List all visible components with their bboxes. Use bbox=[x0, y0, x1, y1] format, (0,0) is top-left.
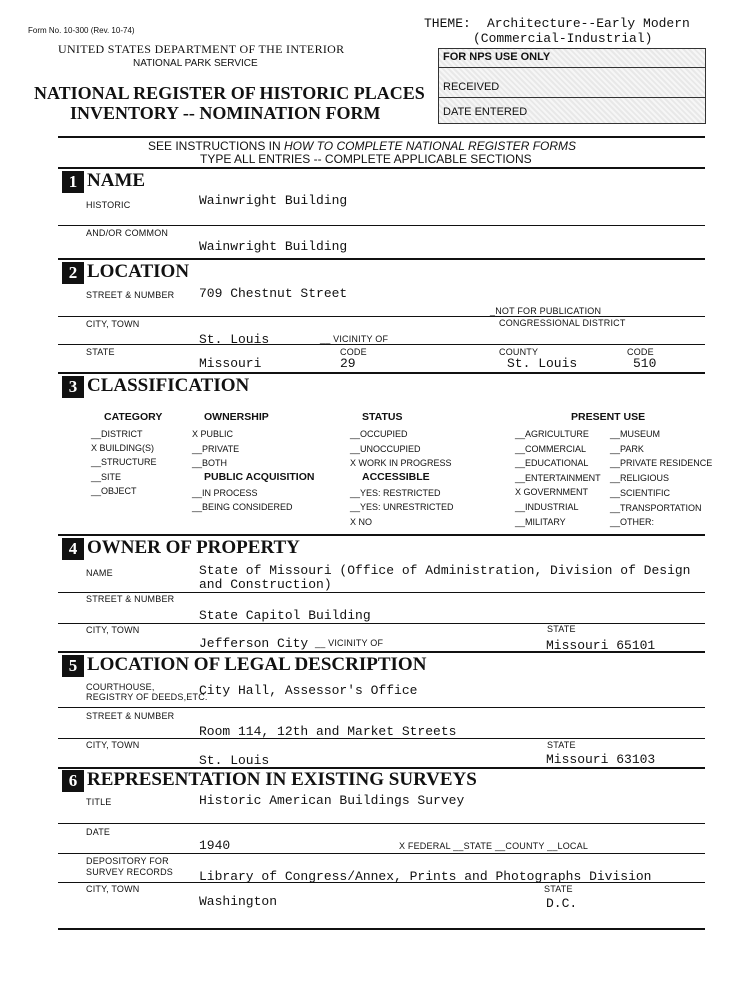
form-number: Form No. 10-300 (Rev. 10-74) bbox=[28, 26, 135, 35]
state-code: 29 bbox=[340, 356, 356, 371]
county-label: COUNTY bbox=[499, 347, 539, 357]
section-2-title: LOCATION bbox=[87, 261, 190, 282]
courthouse-value: City Hall, Assessor's Office bbox=[199, 683, 418, 698]
vicinity-of: __ VICINITY OF bbox=[320, 334, 389, 344]
nps-only-label: FOR NPS USE ONLY bbox=[443, 51, 551, 63]
present-use-option: __COMMERCIAL bbox=[515, 444, 587, 454]
present-use-option: __INDUSTRIAL bbox=[515, 502, 579, 512]
depository-label-1: DEPOSITORY FOR bbox=[86, 856, 169, 866]
nps-use-box bbox=[438, 48, 706, 124]
ownership-option: __BOTH bbox=[192, 458, 228, 468]
legal-street: Room 114, 12th and Market Streets bbox=[199, 724, 457, 739]
county-value: St. Louis bbox=[507, 356, 578, 371]
section-3-title: CLASSIFICATION bbox=[87, 375, 250, 396]
theme-label: THEME: bbox=[424, 16, 471, 31]
present-use-option: __OTHER: bbox=[610, 517, 655, 527]
owner-name-line2: and Construction) bbox=[199, 577, 332, 592]
street-value: 709 Chestnut Street bbox=[199, 286, 348, 301]
section-3-number: 3 bbox=[62, 376, 84, 398]
survey-title: Historic American Buildings Survey bbox=[199, 793, 465, 808]
ownership-option: __PRIVATE bbox=[192, 444, 240, 454]
congressional-district-label: CONGRESSIONAL DISTRICT bbox=[499, 318, 626, 328]
courthouse-label-1: COURTHOUSE, bbox=[86, 682, 155, 692]
owner-city-label: CITY, TOWN bbox=[86, 625, 140, 635]
public-acquisition-header: PUBLIC ACQUISITION bbox=[204, 471, 315, 483]
theme-line1: Architecture--Early Modern bbox=[487, 16, 690, 31]
state-value: Missouri bbox=[199, 356, 262, 371]
section-6-title: REPRESENTATION IN EXISTING SURVEYS bbox=[87, 769, 477, 790]
status-option: __OCCUPIED bbox=[350, 429, 408, 439]
survey-state-label: STATE bbox=[544, 884, 573, 894]
survey-date-label: DATE bbox=[86, 827, 111, 837]
category-option: X BUILDING(S) bbox=[91, 443, 155, 453]
form-title-line2: INVENTORY -- NOMINATION FORM bbox=[70, 103, 381, 123]
owner-name-line1: State of Missouri (Office of Administration, Division of Design bbox=[199, 563, 691, 578]
section-4-number: 4 bbox=[62, 538, 84, 560]
theme-line2: (Commercial-Industrial) bbox=[473, 31, 653, 46]
legal-state-label: STATE bbox=[547, 740, 576, 750]
street-label: STREET & NUMBER bbox=[86, 290, 175, 300]
legal-city: St. Louis bbox=[199, 753, 270, 768]
present-use-option: __AGRICULTURE bbox=[515, 429, 589, 439]
legal-city-label: CITY, TOWN bbox=[86, 740, 140, 750]
present-use-header: PRESENT USE bbox=[571, 411, 646, 423]
survey-title-label: TITLE bbox=[86, 797, 112, 807]
status-option: __UNOCCUPIED bbox=[350, 444, 421, 454]
depository-label-2: SURVEY RECORDS bbox=[86, 867, 173, 877]
present-use-option: __MUSEUM bbox=[610, 429, 661, 439]
common-label: AND/OR COMMON bbox=[86, 228, 169, 238]
county-code: 510 bbox=[633, 356, 657, 371]
section-6-number: 6 bbox=[62, 770, 84, 792]
present-use-option: X GOVERNMENT bbox=[515, 487, 589, 497]
courthouse-label-2: REGISTRY OF DEEDS,ETC. bbox=[86, 692, 208, 702]
survey-date: 1940 bbox=[199, 838, 231, 853]
owner-vicinity-of: __ VICINITY OF bbox=[315, 638, 384, 648]
legal-state: Missouri 63103 bbox=[546, 752, 656, 767]
historic-name: Wainwright Building bbox=[199, 193, 348, 208]
survey-city: Washington bbox=[199, 894, 278, 909]
category-option: __OBJECT bbox=[91, 486, 137, 496]
acquisition-option: __BEING CONSIDERED bbox=[192, 502, 293, 512]
instructions-line2: TYPE ALL ENTRIES -- COMPLETE APPLICABLE SECTIONS bbox=[200, 152, 532, 166]
owner-city: Jefferson City bbox=[199, 636, 309, 651]
legal-street-label: STREET & NUMBER bbox=[86, 711, 175, 721]
accessible-option: __YES: RESTRICTED bbox=[350, 488, 441, 498]
accessible-option: X NO bbox=[350, 517, 373, 527]
present-use-option: __RELIGIOUS bbox=[610, 473, 670, 483]
city-value: St. Louis bbox=[199, 332, 270, 347]
common-name: Wainwright Building bbox=[199, 239, 348, 254]
accessible-option: __YES: UNRESTRICTED bbox=[350, 502, 454, 512]
owner-state-label: STATE bbox=[547, 624, 576, 634]
present-use-option: __PRIVATE RESIDENCE bbox=[610, 458, 713, 468]
service-name: NATIONAL PARK SERVICE bbox=[133, 58, 258, 69]
county-code-label: CODE bbox=[627, 347, 654, 357]
present-use-option: __PARK bbox=[610, 444, 644, 454]
section-5-number: 5 bbox=[62, 655, 84, 677]
section-4-title: OWNER OF PROPERTY bbox=[87, 537, 300, 558]
category-header: CATEGORY bbox=[104, 411, 163, 423]
category-option: __DISTRICT bbox=[91, 429, 143, 439]
survey-levels: X FEDERAL __STATE __COUNTY __LOCAL bbox=[399, 841, 589, 851]
section-5-title: LOCATION OF LEGAL DESCRIPTION bbox=[87, 654, 427, 675]
section-2-number: 2 bbox=[62, 262, 84, 284]
present-use-option: __MILITARY bbox=[515, 517, 566, 527]
present-use-option: __EDUCATIONAL bbox=[515, 458, 589, 468]
owner-street-label: STREET & NUMBER bbox=[86, 594, 175, 604]
owner-street: State Capitol Building bbox=[199, 608, 371, 623]
depository-value: Library of Congress/Annex, Prints and Photographs Division bbox=[199, 869, 652, 884]
ownership-header: OWNERSHIP bbox=[204, 411, 269, 423]
section-1-title: NAME bbox=[87, 170, 146, 191]
present-use-option: __SCIENTIFIC bbox=[610, 488, 671, 498]
acquisition-option: __IN PROCESS bbox=[192, 488, 258, 498]
state-code-label: CODE bbox=[340, 347, 367, 357]
state-label: STATE bbox=[86, 347, 115, 357]
status-option: X WORK IN PROGRESS bbox=[350, 458, 452, 468]
city-label: CITY, TOWN bbox=[86, 319, 140, 329]
survey-state: D.C. bbox=[546, 896, 578, 911]
department-name: UNITED STATES DEPARTMENT OF THE INTERIOR bbox=[58, 42, 345, 56]
date-entered-label: DATE ENTERED bbox=[443, 106, 528, 118]
received-label: RECEIVED bbox=[443, 81, 500, 93]
form-title-line1: NATIONAL REGISTER OF HISTORIC PLACES bbox=[34, 83, 425, 103]
present-use-option: __ENTERTAINMENT bbox=[515, 473, 601, 483]
section-1-number: 1 bbox=[62, 171, 84, 193]
category-option: __SITE bbox=[91, 472, 122, 482]
ownership-option: X PUBLIC bbox=[192, 429, 234, 439]
present-use-option: __TRANSPORTATION bbox=[610, 503, 702, 513]
owner-state: Missouri 65101 bbox=[546, 638, 656, 653]
owner-name-label: NAME bbox=[86, 568, 113, 578]
historic-label: HISTORIC bbox=[86, 200, 131, 210]
instructions-line1: SEE INSTRUCTIONS IN HOW TO COMPLETE NATIONAL REGISTER FORMS bbox=[148, 139, 577, 153]
not-for-publication: _NOT FOR PUBLICATION bbox=[490, 306, 602, 316]
accessible-header: ACCESSIBLE bbox=[362, 471, 430, 483]
category-option: __STRUCTURE bbox=[91, 457, 157, 467]
survey-city-label: CITY, TOWN bbox=[86, 884, 140, 894]
status-header: STATUS bbox=[362, 411, 403, 423]
